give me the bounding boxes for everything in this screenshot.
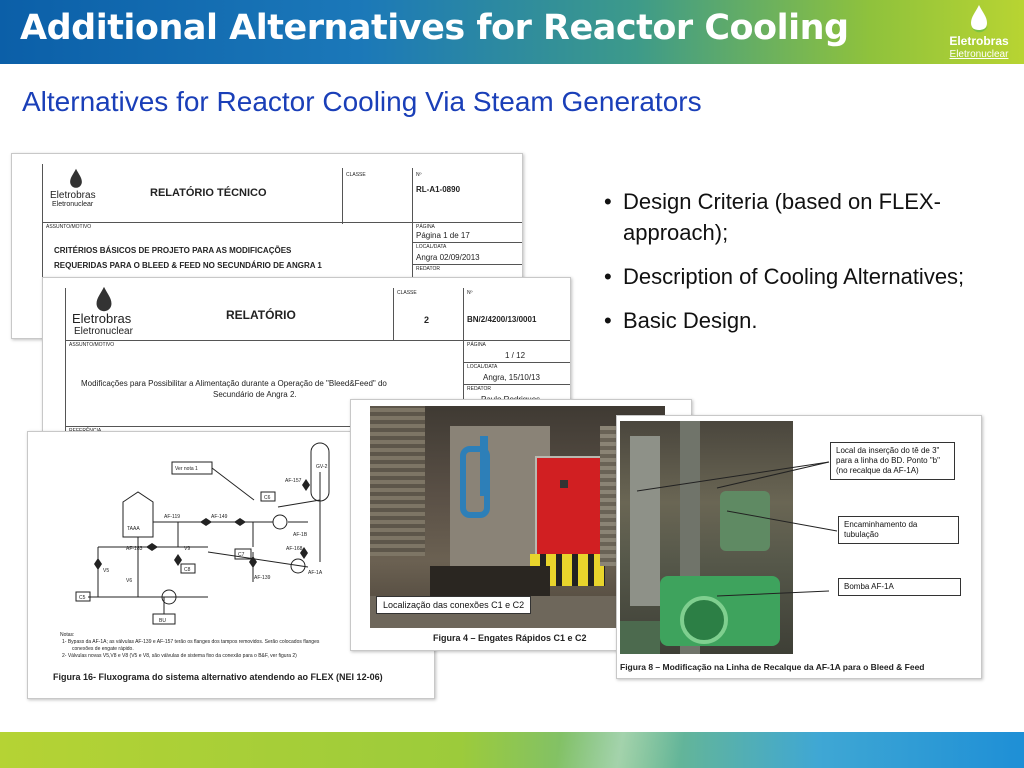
pagina-value: Página 1 de 17: [416, 231, 470, 240]
label-af157: AF-157: [285, 478, 302, 484]
label-af119: AF-119: [164, 514, 181, 520]
logo-sub: Eletronuclear: [949, 49, 1009, 60]
callout-piping-route: Encaminhamento da tubulação: [838, 516, 959, 544]
classe-label: CLASSE: [346, 172, 366, 178]
logo-name: Eletrobras: [949, 34, 1009, 48]
label-af139: AF-139: [254, 575, 271, 581]
label-v5: V5: [103, 568, 110, 574]
local-label: LOCAL/DATA: [467, 364, 498, 370]
label-v9: V9: [184, 546, 191, 552]
bullet-item: • Design Criteria (based on FLEX-approach);: [602, 186, 997, 248]
label-c6: C6: [264, 495, 271, 501]
notes-title: Notas:: [60, 632, 75, 638]
label-c7: C7: [238, 552, 245, 558]
callout-pump-af1a: Bomba AF-1A: [838, 578, 961, 596]
assunto-label: ASSUNTO/MOTIVO: [69, 342, 115, 348]
doc-subject-line1: Modificações para Possibilitar a Alimentação durante a Operação de "Bleed&Feed" do: [81, 379, 387, 388]
doc-logo-sub: Eletronuclear: [74, 326, 133, 337]
callout-tee-insertion: Local da inserção do tê de 3" para a linha do BD. Ponto "b" (no recalque da AF-1A): [830, 442, 955, 480]
eletrobras-drop-icon: [93, 286, 115, 314]
title-bar: [0, 0, 1024, 64]
classe-label: CLASSE: [397, 290, 417, 296]
no-label: Nº: [467, 290, 473, 296]
no-label: Nº: [416, 172, 422, 178]
photo-card-2: [616, 415, 982, 679]
label-af183: AF-183: [126, 546, 143, 552]
note-1: 1- Bypass da AF-1A; as válvulas AF-139 e AF-157 terão os flanges dos tampos removidos. Serão colocados flanges: [62, 639, 320, 645]
doc-logo-name: Eletrobras: [72, 311, 132, 326]
label-taaa: TAAA: [127, 526, 140, 532]
label-af149: AF-149: [211, 514, 228, 520]
doc-subject-line2: Secundário de Angra 2.: [213, 390, 297, 399]
label-gv: GV-2: [316, 464, 328, 470]
doc-number: RL-A1-0890: [416, 185, 461, 194]
label-af1b: AF-1B: [293, 532, 308, 538]
local-label: LOCAL/DATA: [416, 244, 447, 250]
label-ver-nota: Ver nota 1: [175, 466, 198, 472]
bullet-item: • Description of Cooling Alternatives;: [602, 261, 997, 292]
eletrobras-logo: [940, 2, 1018, 62]
doc-logo-name: Eletrobras: [50, 190, 96, 201]
doc-heading: RELATÓRIO: [226, 308, 296, 322]
eletrobras-drop-icon: [67, 168, 85, 190]
label-bu: BU: [159, 618, 166, 624]
local-value: Angra, 15/10/13: [483, 373, 540, 382]
label-c5: C5: [79, 595, 86, 601]
drop-logo-icon: [968, 4, 990, 34]
label-af168: AF-168: [286, 546, 303, 552]
assunto-label: ASSUNTO/MOTIVO: [46, 224, 92, 230]
note-1b: conexões de engate rápido.: [72, 646, 134, 652]
pagina-label: PÁGINA: [467, 342, 486, 348]
note-2: 2- Válvulas novas V5,V8 e V8 (V5 e V8, são válvulas de sistema fixo da conexão para o B&F, ver figura 2): [62, 653, 297, 659]
label-af1a: AF-1A: [308, 570, 323, 576]
doc-subject-line1: CRITÉRIOS BÁSICOS DE PROJETO PARA AS MODIFICAÇÕES: [54, 246, 292, 255]
bullet-item: • Basic Design.: [602, 305, 997, 336]
local-value: Angra 02/09/2013: [416, 253, 480, 262]
classe-value: 2: [424, 315, 430, 325]
diagram-caption: Figura 16- Fluxograma do sistema alternativo atendendo ao FLEX (NEI 12-06): [53, 672, 383, 682]
slide-subtitle: Alternatives for Reactor Cooling Via Steam Generators: [22, 86, 702, 117]
label-c8: C8: [184, 567, 191, 573]
slide-title: Additional Alternatives for Reactor Cooling: [20, 8, 849, 48]
doc-number: BN/2/4200/13/0001: [467, 315, 537, 324]
pagina-value: 1 / 12: [505, 351, 526, 360]
doc-logo-sub: Eletronuclear: [52, 201, 94, 208]
footer-band: [0, 732, 1024, 768]
photo2-caption: Figura 8 – Modificação na Linha de Recalque da AF-1A para o Bleed & Feed: [620, 662, 925, 672]
bullet-list: [602, 186, 997, 349]
redator-label: REDATOR: [467, 386, 491, 392]
photo-label-connections: Localização das conexões C1 e C2: [376, 596, 531, 614]
label-v6: V6: [126, 578, 133, 584]
pagina-label: PÁGINA: [416, 224, 435, 230]
doc-heading: RELATÓRIO TÉCNICO: [150, 187, 267, 199]
photo1-caption: Figura 4 – Engates Rápidos C1 e C2: [433, 633, 587, 643]
redator-label: REDATOR: [416, 266, 440, 272]
doc-subject-line2: REQUERIDAS PARA O BLEED & FEED NO SECUNDÁRIO DE ANGRA 1: [54, 261, 322, 270]
